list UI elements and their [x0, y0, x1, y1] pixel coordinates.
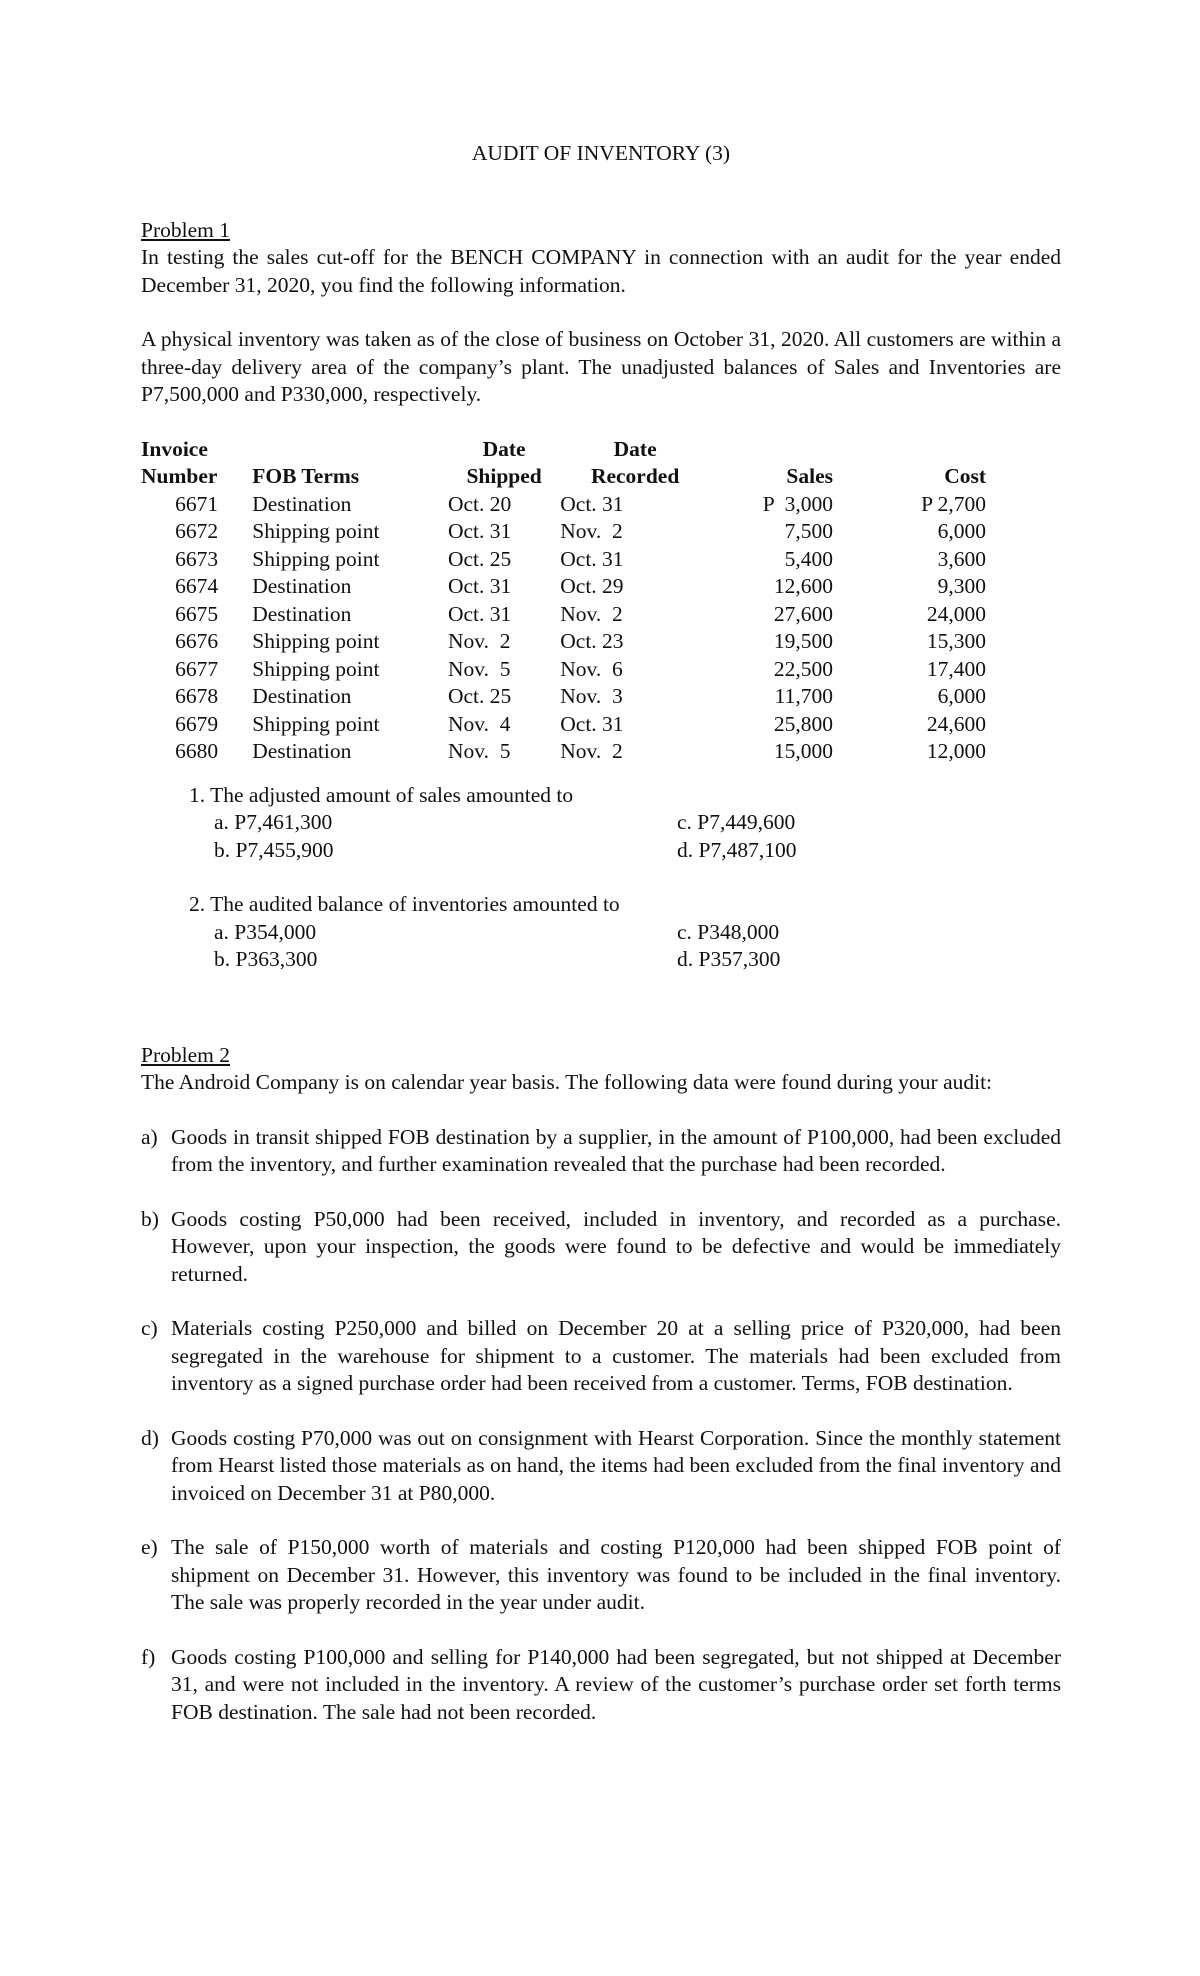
cell-fob-terms: Destination: [252, 739, 352, 763]
table-header-row-bottom: [141, 463, 986, 491]
cell-invoice-number: 6680: [175, 739, 219, 763]
choice-d: d. P357,300: [677, 947, 781, 971]
choice-a: a. P354,000: [214, 919, 317, 944]
list-item-text: Goods costing P100,000 and selling for P140,000 had been segregated, but not shipped at December 31, and were not included in the inventory. A review of the customer’s purchase order set forth terms FOB destination. The sale had not been recorded.: [171, 1644, 1061, 1724]
question-2: [189, 891, 1061, 974]
cell-date-recorded: Nov. 2: [560, 739, 623, 763]
document-page: [141, 140, 1061, 1753]
header-fob-terms: FOB Terms: [252, 464, 360, 488]
cell-invoice-number: 6674: [175, 574, 219, 598]
choice-a: a. P7,461,300: [214, 810, 333, 834]
list-item: [141, 1534, 1061, 1617]
cell-cost: 17,400: [926, 656, 986, 681]
cell-date-recorded: Nov. 2: [560, 519, 623, 543]
cell-sales: P 3,000: [762, 491, 833, 516]
problem2-items: [141, 1124, 1061, 1727]
cell-date-shipped: Oct. 31: [447, 574, 512, 598]
table-row: [141, 711, 986, 739]
problem1-intro: In testing the sales cut-off for the BENCH COMPANY in connection with an audit for the year ended December 31, 2020, you find the following information.: [141, 245, 1061, 297]
table-row: [141, 656, 986, 684]
table-row: [141, 683, 986, 711]
table-row: [141, 546, 986, 574]
header-recorded: Recorded: [590, 464, 680, 488]
answer-choices: [214, 809, 1061, 864]
invoice-table: [141, 436, 986, 766]
problem2-heading: Problem 2: [141, 1042, 230, 1067]
cell-fob-terms: Shipping point: [252, 629, 380, 653]
cell-date-recorded: Nov. 2: [560, 601, 623, 626]
answer-choices: [214, 919, 1061, 974]
cell-sales: 7,500: [784, 519, 833, 543]
table-row: [141, 628, 986, 656]
header-date: Date: [613, 436, 657, 461]
list-item-text: Materials costing P250,000 and billed on December 20 at a selling price of P320,000, had been segregated in the warehouse for shipment to a customer. The materials had been excluded from inventory as a signed purchase order had been received from a customer. Terms, FOB destination.: [171, 1316, 1061, 1395]
header-sales: Sales: [786, 464, 833, 488]
cell-invoice-number: 6677: [175, 656, 219, 681]
table-row: [141, 518, 986, 546]
header-invoice: Invoice: [141, 436, 208, 461]
cell-date-shipped: Oct. 25: [447, 546, 512, 571]
list-item: [141, 1425, 1061, 1508]
list-item-text: Goods costing P70,000 was out on consignment with Hearst Corporation. Since the monthly statement from Hearst listed those materials as on hand, the items had been excluded from the final inventory and invoiced on December 31 at P80,000.: [171, 1425, 1061, 1505]
table-row: [141, 573, 986, 601]
cell-date-recorded: Oct. 31: [560, 491, 624, 516]
cell-date-shipped: Nov. 2: [447, 629, 511, 653]
cell-invoice-number: 6675: [175, 601, 219, 626]
list-item: [141, 1124, 1061, 1179]
cell-invoice-number: 6671: [175, 491, 219, 516]
cell-date-shipped: Oct. 20: [447, 491, 512, 516]
cell-sales: 11,700: [774, 684, 833, 708]
cell-date-shipped: Oct. 25: [447, 684, 512, 708]
cell-fob-terms: Shipping point: [252, 711, 380, 736]
cell-fob-terms: Destination: [252, 684, 352, 708]
cell-cost: 6,000: [937, 519, 986, 543]
cell-date-shipped: Oct. 31: [447, 601, 512, 626]
cell-fob-terms: Shipping point: [252, 546, 380, 571]
choice-b: b. P7,455,900: [214, 837, 334, 862]
table-header-row-top: [141, 436, 986, 464]
cell-cost: 24,600: [926, 711, 986, 736]
problem1-context: A physical inventory was taken as of the close of business on October 31, 2020. All customers are within a three-day delivery area of the company’s plant. The unadjusted balances of Sales and Inventories are P7,500,000 and P330,000, respectively.: [141, 327, 1061, 406]
header-date: Date: [482, 436, 526, 461]
cell-invoice-number: 6673: [175, 546, 219, 571]
cell-sales: 25,800: [773, 711, 833, 736]
cell-sales: 19,500: [773, 629, 833, 653]
table-row: [141, 491, 986, 519]
choice-d: d. P7,487,100: [677, 837, 797, 862]
cell-cost: 12,000: [926, 739, 986, 763]
cell-cost: 6,000: [937, 684, 986, 708]
header-number: Number: [141, 464, 218, 488]
cell-date-recorded: Oct. 31: [560, 546, 624, 571]
cell-sales: 12,600: [773, 574, 833, 598]
cell-cost: 9,300: [937, 574, 986, 598]
list-item-label: c): [141, 1316, 158, 1340]
list-item-label: b): [141, 1206, 159, 1231]
table-row: [141, 738, 986, 766]
cell-date-recorded: Oct. 23: [560, 629, 624, 653]
list-item-text: Goods in transit shipped FOB destination by a supplier, in the amount of P100,000, had been excluded from the inventory, and further examination revealed that the purchase had been recorded.: [171, 1124, 1061, 1176]
cell-date-recorded: Oct. 31: [560, 711, 624, 736]
cell-cost: 15,300: [926, 629, 986, 653]
choice-b: b. P363,300: [214, 947, 318, 971]
cell-date-shipped: Nov. 5: [447, 656, 511, 681]
list-item-label: f): [141, 1644, 156, 1669]
cell-date-recorded: Nov. 6: [560, 656, 623, 681]
cell-date-shipped: Oct. 31: [447, 519, 512, 543]
problem2-intro: The Android Company is on calendar year basis. The following data were found during your audit:: [141, 1070, 993, 1094]
cell-cost: P 2,700: [921, 491, 986, 516]
cell-fob-terms: Destination: [252, 574, 352, 598]
header-shipped: Shipped: [466, 464, 542, 488]
cell-invoice-number: 6672: [175, 519, 219, 543]
question-1: [189, 782, 1061, 865]
cell-fob-terms: Shipping point: [252, 656, 380, 681]
choice-c: c. P348,000: [677, 919, 780, 944]
list-item-label: a): [141, 1124, 158, 1149]
document-title: AUDIT OF INVENTORY (3): [471, 141, 731, 165]
cell-fob-terms: Destination: [252, 491, 352, 516]
problem1-heading: Problem 1: [141, 217, 230, 242]
cell-date-recorded: Oct. 29: [560, 574, 624, 598]
invoice-table-body: [141, 491, 986, 766]
cell-invoice-number: 6679: [175, 711, 219, 736]
choice-c: c. P7,449,600: [677, 810, 796, 834]
header-blank: [833, 436, 986, 464]
cell-date-recorded: Nov. 3: [560, 684, 623, 708]
cell-sales: 22,500: [773, 656, 833, 681]
table-row: [141, 601, 986, 629]
list-item-text: The sale of P150,000 worth of materials and costing P120,000 had been shipped FOB point of shipment on December 31. However, this inventory was found to be included in the final inventory. The sale was properly recorded in the year under audit.: [171, 1535, 1061, 1614]
cell-fob-terms: Shipping point: [252, 519, 380, 543]
list-item: [141, 1315, 1061, 1398]
cell-cost: 24,000: [926, 601, 986, 626]
header-cost: Cost: [944, 464, 986, 488]
list-item-label: d): [141, 1425, 159, 1450]
cell-date-shipped: Nov. 4: [447, 711, 511, 736]
cell-invoice-number: 6676: [175, 629, 219, 653]
cell-sales: 15,000: [773, 739, 833, 763]
list-item-label: e): [141, 1535, 158, 1559]
header-blank: [252, 436, 448, 464]
cell-sales: 27,600: [773, 601, 833, 626]
header-blank: [710, 436, 833, 464]
list-item: [141, 1206, 1061, 1289]
list-item-text: Goods costing P50,000 had been received, included in inventory, and recorded as a purchase. However, upon your inspection, the goods were found to be defective and would be immediately returned.: [171, 1206, 1061, 1286]
question-stem: 1. The adjusted amount of sales amounted to: [189, 782, 574, 807]
cell-fob-terms: Destination: [252, 601, 352, 626]
list-item: [141, 1644, 1061, 1727]
cell-sales: 5,400: [784, 546, 833, 571]
cell-cost: 3,600: [937, 546, 986, 571]
cell-date-shipped: Nov. 5: [447, 739, 511, 763]
cell-invoice-number: 6678: [175, 684, 219, 708]
question-stem: 2. The audited balance of inventories amounted to: [189, 892, 620, 916]
